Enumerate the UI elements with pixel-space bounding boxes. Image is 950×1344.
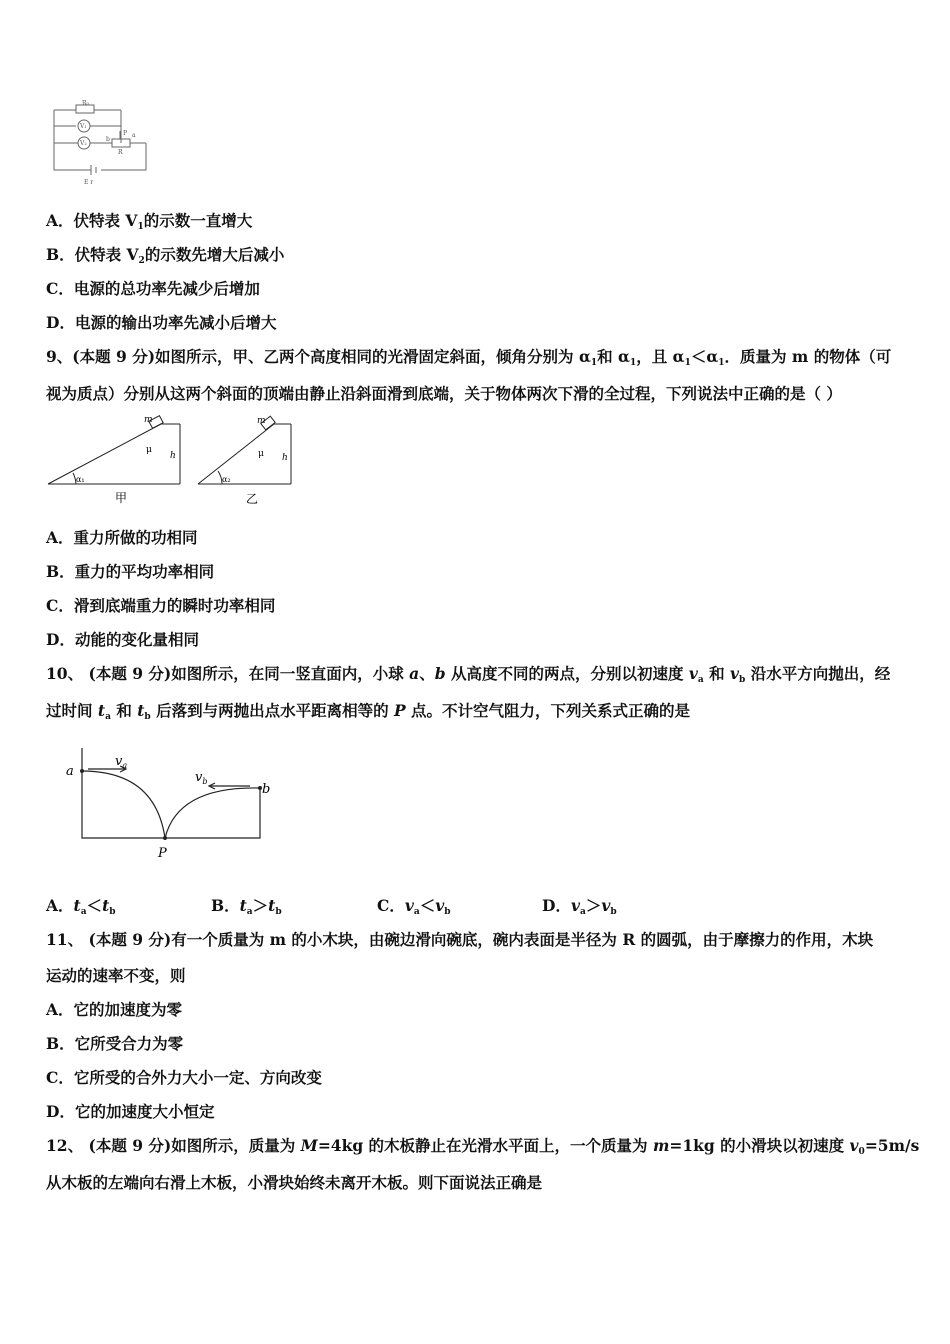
q9-option-b: B．重力的平均功率相同 (46, 562, 215, 581)
q10-option-c: C．$v_a<v_b$ (377, 896, 451, 917)
fig-label-p: P (158, 846, 167, 861)
q9-option-c: C．滑到底端重力的瞬时功率相同 (46, 596, 276, 615)
q8-option-a: A．伏特表 $V_1$的示数一直增大 (46, 211, 253, 232)
fig-label-m2: m (257, 416, 266, 426)
fig-caption-yi: 乙 (246, 492, 259, 506)
q11-stem-line1: 11、 (本题 9 分)有一个质量为 m 的小木块，由碗边滑向碗底，碗内表面是半径为 R 的圆弧，由于摩擦力的作用，木块 (46, 930, 874, 949)
fig-label-mu1: μ (146, 445, 152, 455)
fig-label-v2: V₂ (80, 140, 87, 147)
fig-label-p: P (123, 130, 128, 137)
fig-label-va: v (115, 754, 123, 769)
q10-stem-line2: 过时间 $t_a$ 和 $t_b$ 后落到与两抛出点水平距离相等的 P 点。不计空气阻力，下列关系式正确的是 (46, 701, 691, 722)
q11-option-a: A．它的加速度为零 (46, 1000, 183, 1019)
fig-label-m1: m (144, 415, 153, 425)
svg-text:vb (195, 770, 207, 786)
q12-stem-line2: 从木板的左端向右滑上木板，小滑块始终未离开木板。则下面说法正确是 (46, 1173, 543, 1192)
q11-option-b: B．它所受合力为零 (46, 1034, 184, 1053)
q10-option-a: A．$t_a<t_b$ (46, 896, 116, 917)
circuit-figure (46, 98, 156, 188)
svg-text:va (115, 754, 127, 770)
q10-option-b: B．$t_a>t_b$ (211, 896, 282, 917)
fig-label-h2: h (282, 453, 288, 463)
q11-option-c: C．它所受的合外力大小一定、方向改变 (46, 1068, 322, 1087)
q8-option-c: C．电源的总功率先减少后增加 (46, 279, 260, 298)
incline-figure (46, 412, 306, 510)
fig-label-er: E r (84, 179, 94, 186)
fig-label-v1: V₁ (80, 123, 87, 130)
q12-stem-line1: 12、 (本题 9 分)如图所示，质量为 M=4kg 的木板静止在光滑水平面上，一个质量为 m=1kg 的小滑块以初速度 $v_0=5m/s$ (46, 1136, 920, 1157)
q9-option-a: A．重力所做的功相同 (46, 528, 198, 547)
fig-label-r: R (118, 149, 123, 156)
projectile-figure (60, 738, 280, 868)
fig-label-vb-sub: b (202, 777, 208, 786)
q9-stem-line1: 9、(本题 9 分)如图所示，甲、乙两个高度相同的光滑固定斜面，倾角分别为 $\alpha_1$和 $\alpha_1$，且 $\alpha_1<\alpha_1$．质量为 m 的物体（可 (46, 347, 892, 368)
fig-label-vb: v (195, 770, 203, 785)
q9-option-d: D．动能的变化量相同 (46, 630, 199, 649)
fig-label-b: b (262, 782, 271, 797)
fig-label-mu2: μ (258, 449, 264, 459)
q11-stem-line2: 运动的速率不变，则 (46, 966, 186, 985)
fig-label-va-sub: a (122, 761, 128, 770)
q11-option-d: D．它的加速度大小恒定 (46, 1102, 215, 1121)
q10-stem-line1: 10、 (本题 9 分)如图所示，在同一竖直面内，小球 a、b 从高度不同的两点，分别以初速度 $v_a$ 和 $v_b$ 沿水平方向抛出，经 (46, 664, 891, 685)
q8-option-d: D．电源的输出功率先减小后增大 (46, 313, 277, 332)
fig-label-alpha2: α₂ (222, 475, 231, 484)
fig-caption-jia: 甲 (115, 491, 128, 505)
q9-stem-line2: 视为质点）分别从这两个斜面的顶端由静止沿斜面滑到底端，关于物体两次下滑的全过程，下列说法中正确的是（ ） (46, 384, 842, 403)
q10-option-d: D．$v_a>v_b$ (542, 896, 617, 917)
fig-label-a: a (132, 132, 136, 139)
fig-label-b: b (106, 136, 110, 143)
q8-option-b: B．伏特表 $V_2$的示数先增大后减小 (46, 245, 285, 266)
fig-label-h1: h (170, 451, 176, 461)
fig-label-r0: R₀ (82, 100, 89, 107)
fig-label-alpha1: α₁ (76, 475, 85, 484)
fig-label-a: a (66, 764, 74, 779)
